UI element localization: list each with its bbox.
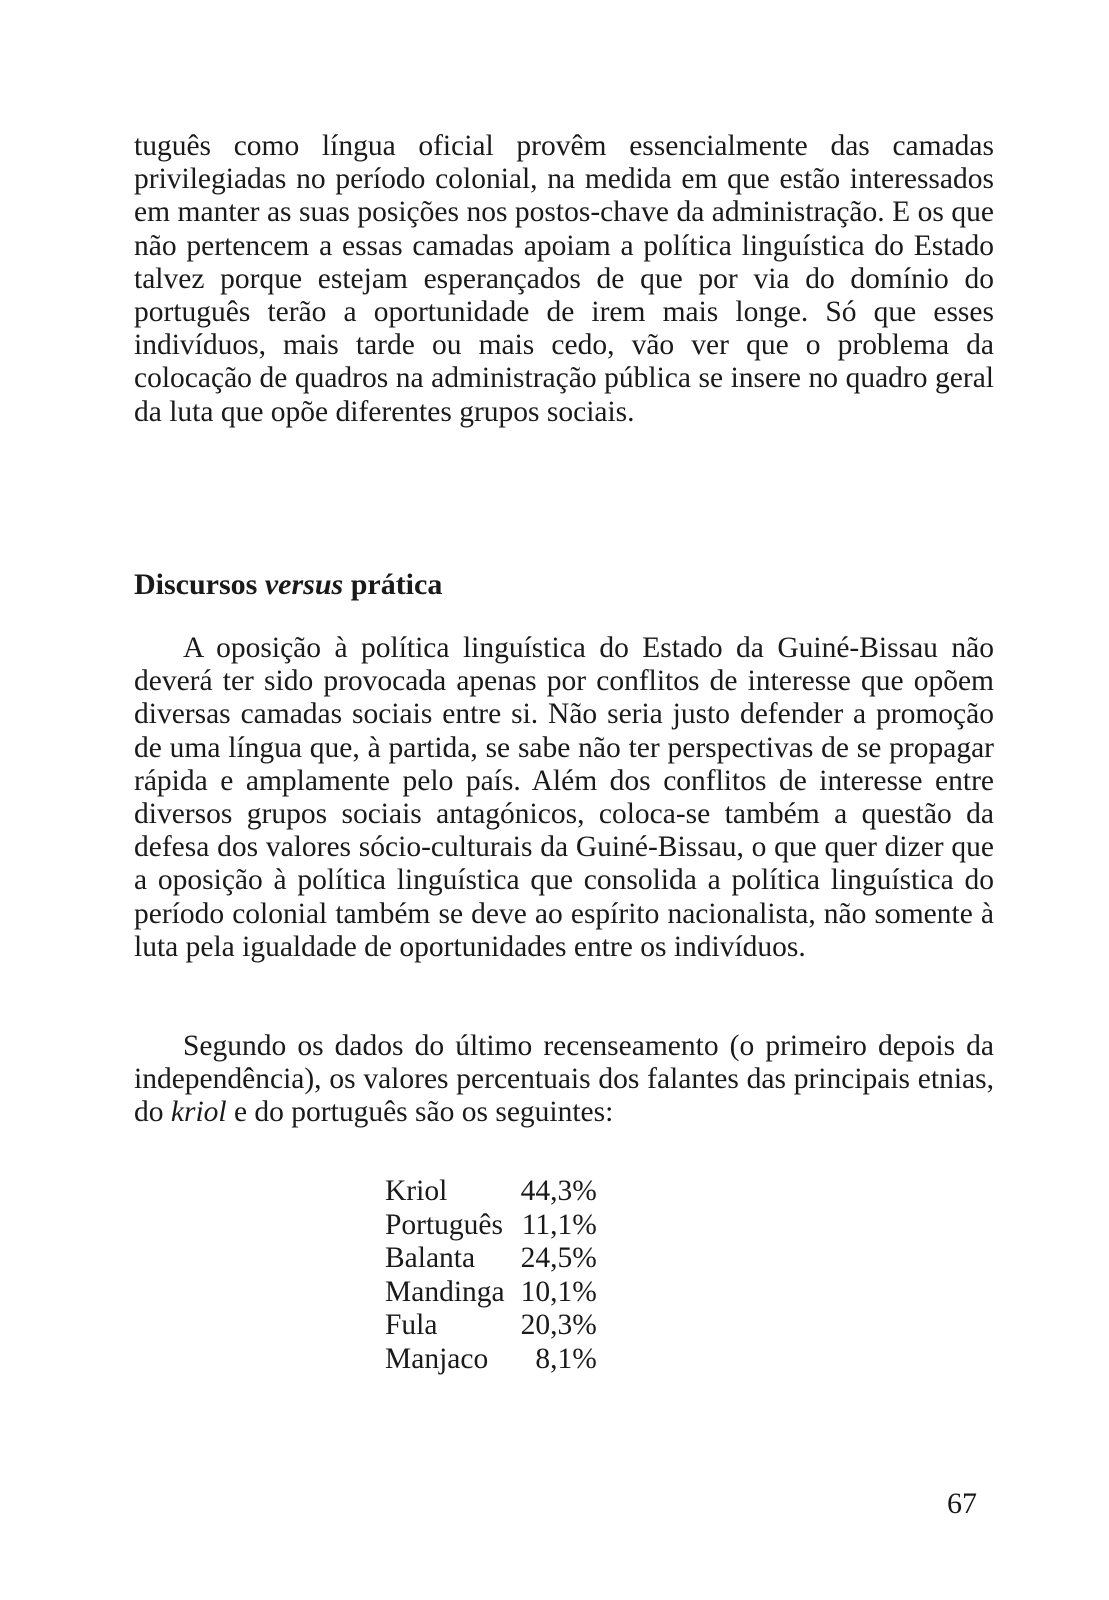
language-percent: 11,1% (521, 1208, 597, 1241)
language-name: Balanta (385, 1242, 476, 1274)
section-heading (134, 565, 442, 605)
language-percent: 10,1% (520, 1275, 597, 1308)
page-number: 67 (947, 1487, 977, 1520)
language-percent: 44,3% (520, 1175, 597, 1207)
language-name: Português (385, 1208, 503, 1241)
language-name: Manjaco (385, 1342, 489, 1375)
language-name: Mandinga (385, 1275, 505, 1308)
language-name: Kriol (385, 1175, 448, 1207)
paragraph-3-italic: kriol (170, 1096, 227, 1129)
language-name: Fula (385, 1309, 438, 1341)
body-paragraph-3 (134, 1030, 994, 1130)
paragraph-3-start: Segundo os dados do último recenseamento (o primeiro depois da independência), os valores percentuais dos falantes das principais etnias, do (134, 1030, 994, 1129)
table-row (385, 1242, 597, 1276)
body-paragraph-2: A oposição à política linguística do Estado da Guiné-Bissau não deverá ter sido provocada apenas por conflitos de interesse que opõem diversas camadas sociais entre si. Não seria justo defender a promoção de uma língua que, à partida, se sabe não ter perspectivas de se propagar rápida e amplamente pelo país. Além dos conflitos de interesse entre diversos grupos sociais antagónicos, coloca-se também a questão da defesa dos valores sócio-culturais da Guiné-Bissau, o que quer dizer que a oposição à política linguística que consolida a política linguística do período colonial também se deve ao espírito nacionalista, não somente à luta pela igualdade de oportunidades entre os indivíduos. (134, 632, 994, 963)
paragraph-3-end: e do português são os seguintes: (226, 1096, 614, 1129)
table-row (385, 1209, 597, 1243)
section-heading-italic: versus (264, 568, 344, 601)
language-percent: 20,3% (520, 1309, 597, 1341)
table-row (385, 1175, 597, 1209)
section-heading-start: Discursos (134, 568, 265, 601)
table-row (385, 1276, 597, 1310)
language-percent: 24,5% (520, 1242, 597, 1274)
section-heading-end: prática (343, 568, 443, 601)
body-paragraph-1: tuguês como língua oficial provêm essencialmente das camadas privilegiadas no período colonial, na medida em que estão interessados em manter as suas posições nos postos-chave da administração. E os que não pertencem a essas camadas apoiam a política linguística do Estado talvez porque estejam esperançados de que por via do domínio do português terão a oportunidade de irem mais longe. Só que esses indivíduos, mais tarde ou mais cedo, vão ver que o problema da colocação de quadros na administração pública se insere no quadro geral da luta que opõe diferentes grupos sociais. (134, 130, 994, 428)
language-percentage-table (385, 1175, 597, 1376)
language-percent: 8,1% (535, 1342, 597, 1375)
table-row (385, 1343, 597, 1377)
table-row (385, 1309, 597, 1343)
